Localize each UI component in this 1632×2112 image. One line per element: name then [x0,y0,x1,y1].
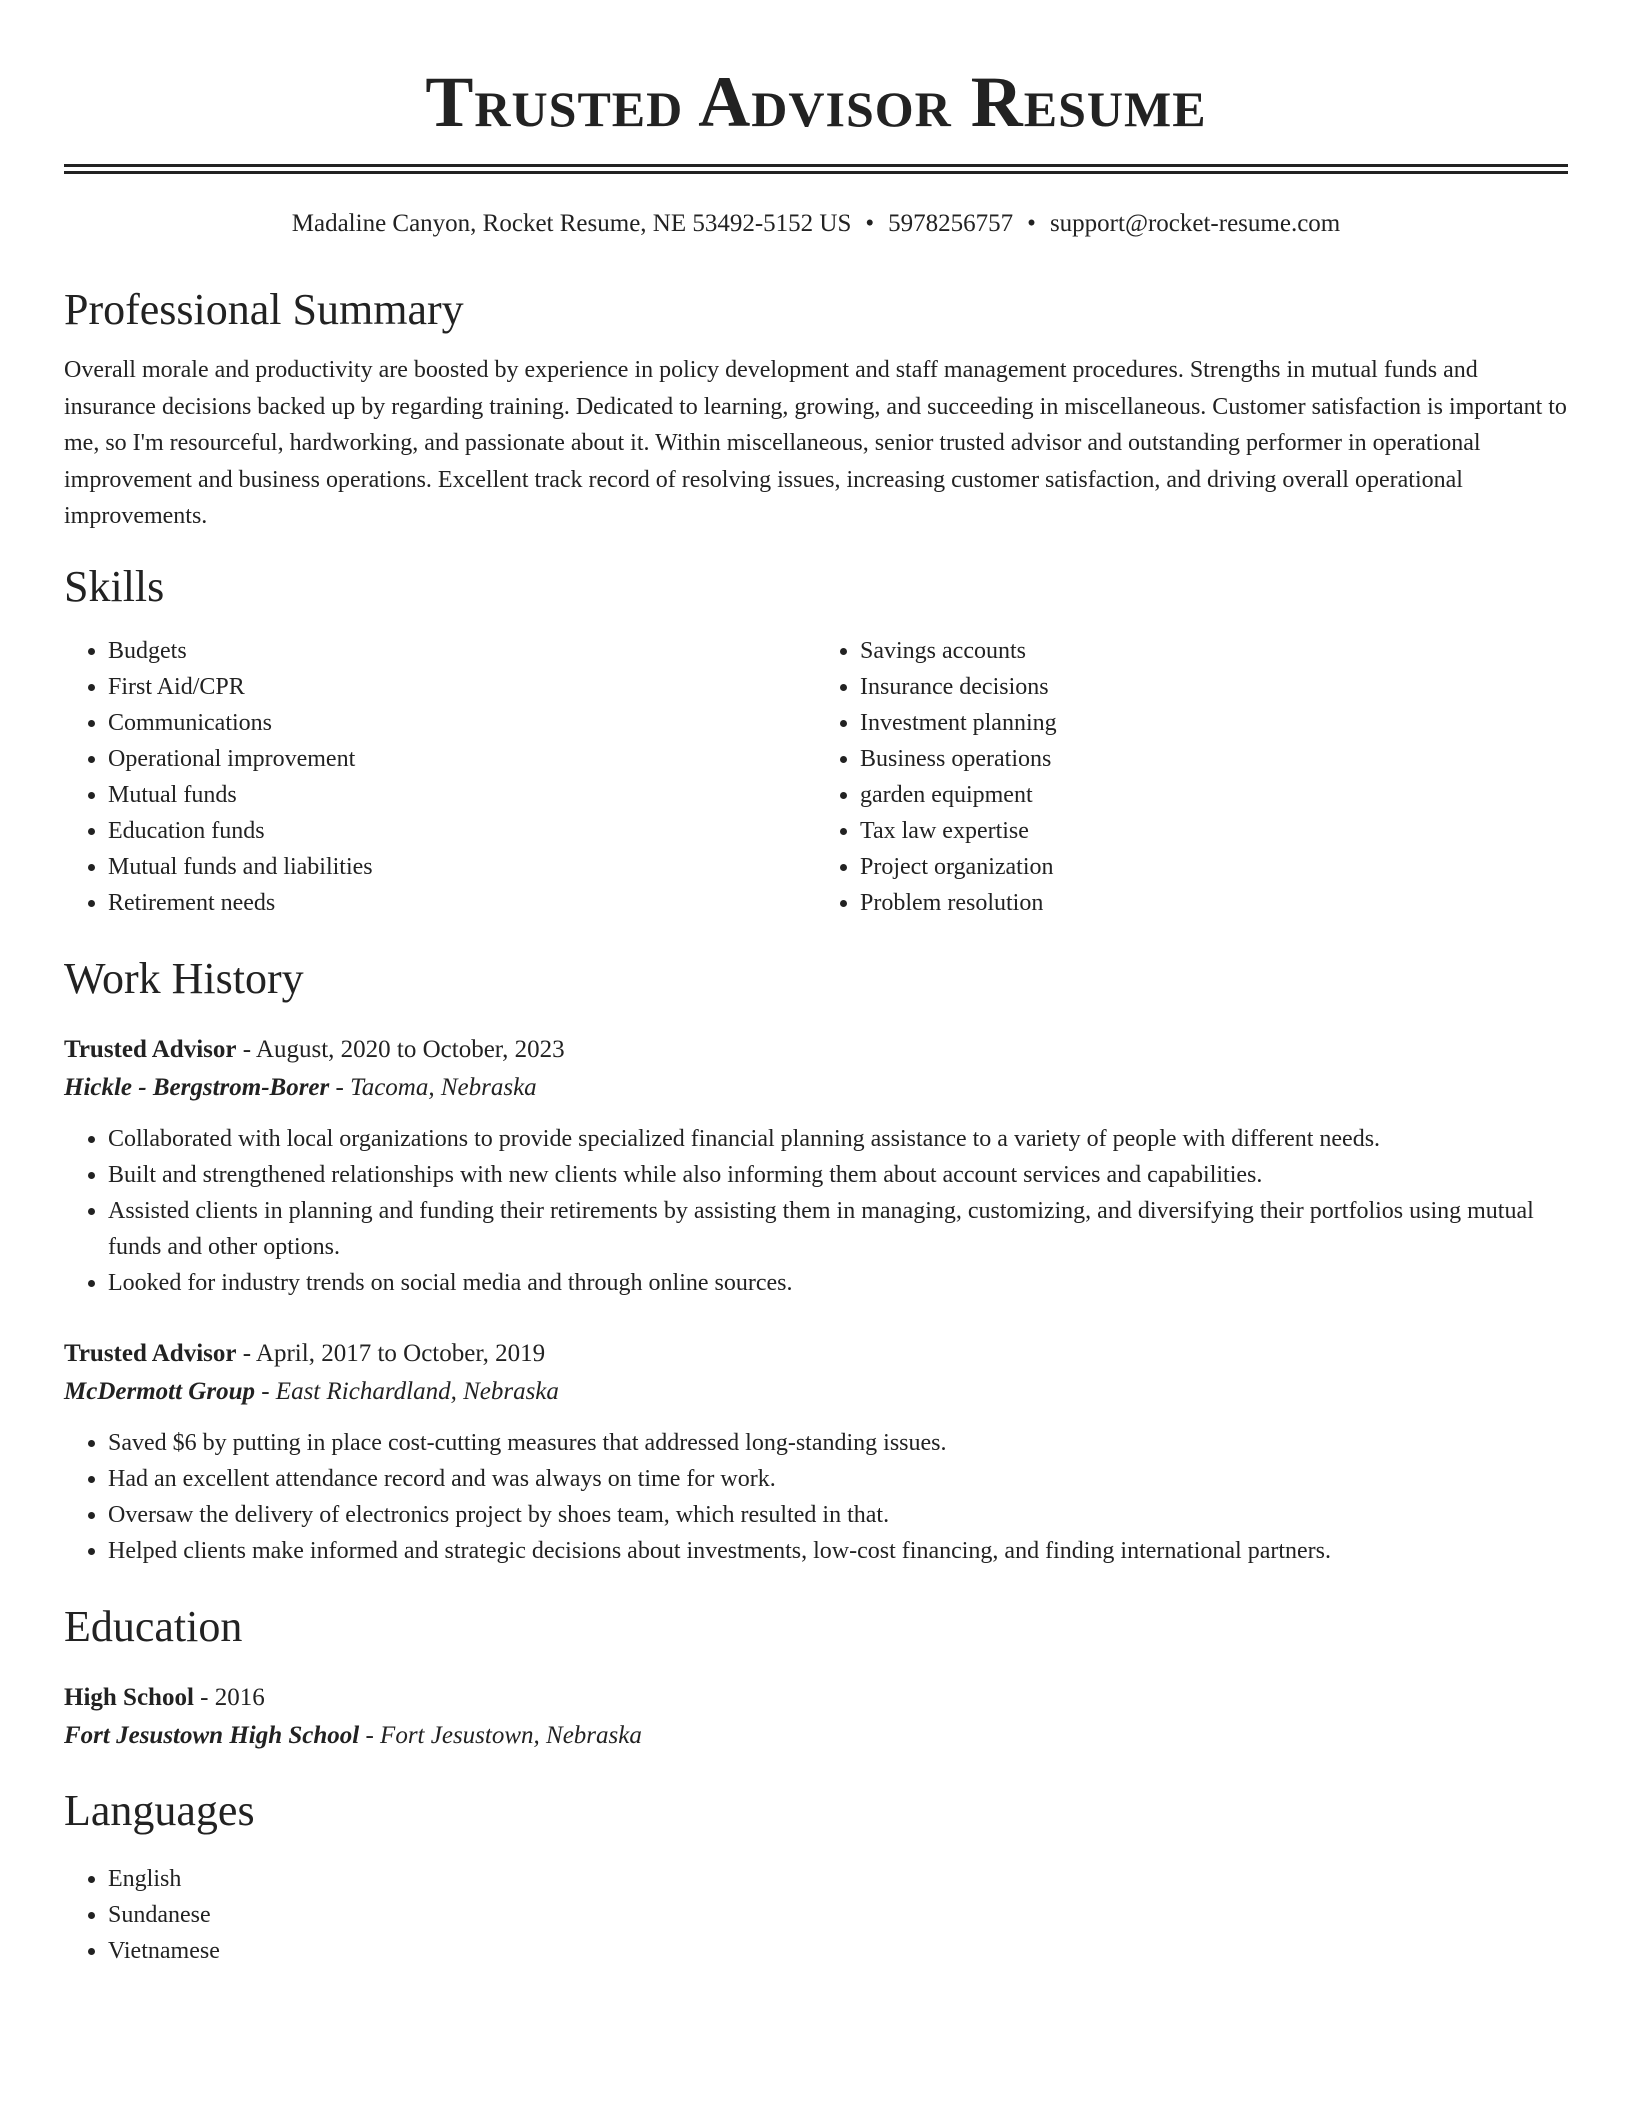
skill-item: • Retirement needs [108,885,816,921]
skill-item: • Education funds [108,813,816,849]
job-bullet: • Saved $6 by putting in place cost-cutting measures that addressed long-standing issues. [108,1425,1568,1461]
summary-text: Overall morale and productivity are boosted by experience in policy development and staff management procedures. Strengths in mutual funds and insurance decisions backed up by regarding training. Dedicated to learning, growing, and succeeding in miscellaneous. Customer satisfaction is important to me, so I'm resourceful, hardworking, and passionate about it. Within miscellaneous, senior trusted advisor and outstanding performer in operational improvement and business operations. Excellent track record of resolving issues, increasing customer satisfaction, and driving overall operational improvements. [64,357,1567,529]
contact-line [64,206,1568,242]
skill-item: • Budgets [108,633,816,669]
work-history-heading: Work History [64,953,304,1003]
employer-line [64,1373,1568,1411]
employer-name: Hickle - Bergstrom-Borer [64,1073,330,1101]
job-bullets [64,1121,1568,1301]
job-bullets [64,1425,1568,1569]
summary-heading: Professional Summary [64,285,464,334]
language-item: • Vietnamese [108,1933,1568,1969]
skill-item: • Tax law expertise [860,813,1568,849]
contact-separator: • [1027,210,1036,237]
school-line [64,1717,1568,1755]
languages-heading: Languages [64,1785,255,1835]
title-divider [64,164,1568,174]
school-name: Fort Jesustown High School [64,1721,360,1749]
skill-item: • Insurance decisions [860,669,1568,705]
degree: High School [64,1683,194,1711]
education-heading: Education [64,1601,243,1651]
skills-column-right [816,633,1568,921]
skill-item: • Communications [108,705,816,741]
job-bullet: • Collaborated with local organizations to provide specialized financial planning assistance to a variety of people with different needs. [108,1121,1568,1157]
school-location: - Fort Jesustown, Nebraska [359,1721,642,1749]
job-bullet: • Helped clients make informed and strategic decisions about investments, low-cost financing, and finding international partners. [108,1533,1568,1569]
skills-list [64,633,1568,921]
degree-line [64,1679,1568,1717]
employer-line [64,1069,1568,1107]
skill-item: • Problem resolution [860,885,1568,921]
job-entry [64,1031,1568,1301]
contact-separator: • [865,210,875,237]
skill-item: • Mutual funds and liabilities [108,849,816,885]
skill-item: • garden equipment [860,777,1568,813]
job-title: Trusted Advisor [64,1035,237,1063]
skill-item: • Mutual funds [108,777,816,813]
employer-location: - Tacoma, Nebraska [329,1073,537,1101]
job-bullet: • Oversaw the delivery of electronics project by shoes team, which resulted in that. [108,1497,1568,1533]
job-title-line [64,1335,1568,1373]
job-entry [64,1335,1568,1569]
skills-column-left [64,633,816,921]
graduation-year: - 2016 [193,1683,265,1711]
contact-phone: 5978256757 [888,210,1014,237]
job-bullet: • Assisted clients in planning and funding their retirements by assisting them in managing, customizing, and diversifying their portfolios using mutual funds and other options. [108,1193,1568,1265]
contact-email: support@rocket-resume.com [1049,210,1341,237]
skill-item: • Operational improvement [108,741,816,777]
skills-heading: Skills [64,561,165,611]
languages-list [64,1861,1568,1969]
language-item: • English [108,1861,1568,1897]
job-bullet: • Looked for industry trends on social media and through online sources. [108,1265,1568,1301]
skill-item: • Business operations [860,741,1568,777]
job-dates: - August, 2020 to October, 2023 [236,1035,565,1063]
skill-item: • Investment planning [860,705,1568,741]
skill-item: • Savings accounts [860,633,1568,669]
job-bullet: • Built and strengthened relationships with new clients while also informing them about account services and capabilities. [108,1157,1568,1193]
skill-item: • First Aid/CPR [108,669,816,705]
job-title: Trusted Advisor [64,1339,237,1367]
employer-location: - East Richardland, Nebraska [254,1377,559,1405]
job-bullet: • Had an excellent attendance record and was always on time for work. [108,1461,1568,1497]
job-title-line [64,1031,1568,1069]
page-title: Trusted Advisor Resume [425,62,1207,142]
job-dates: - April, 2017 to October, 2019 [236,1339,546,1367]
language-item: • Sundanese [108,1897,1568,1933]
contact-address: Madaline Canyon, Rocket Resume, NE 53492-5152 US [291,210,852,237]
skill-item: • Project organization [860,849,1568,885]
employer-name: McDermott Group [64,1377,255,1405]
education-entry [64,1679,1568,1755]
